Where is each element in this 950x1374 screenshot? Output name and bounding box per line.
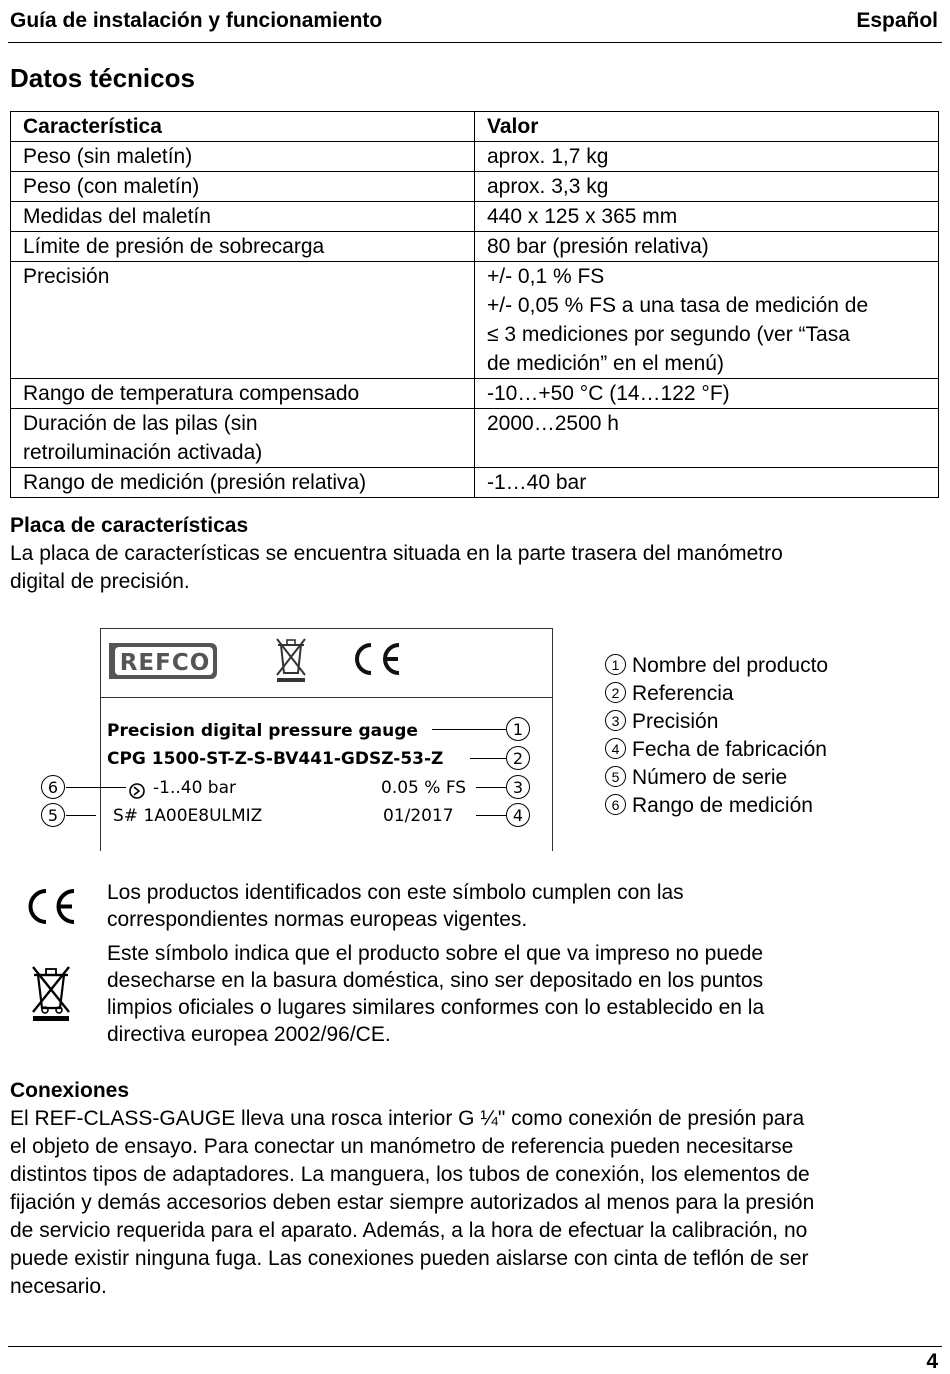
- connections-title: Conexiones: [10, 1079, 130, 1102]
- table-row: [11, 468, 939, 498]
- document-header-title: Guía de instalación y funcionamiento: [10, 9, 383, 32]
- legend-number: 3: [605, 710, 626, 731]
- connections-text-line-6: puede existir ninguna fuga. Las conexiones pueden aislarse con cinta de teflón de ser: [10, 1247, 809, 1270]
- legend-item: [605, 792, 813, 820]
- nameplate-text-line-1: La placa de características se encuentra situada en la parte trasera del manómetro: [10, 542, 783, 565]
- legend-number: 1: [605, 654, 626, 675]
- feature-cell: Límite de presión de sobrecarga: [11, 232, 475, 262]
- table-row: [11, 202, 939, 232]
- feature-cell: Rango de medición (presión relativa): [11, 468, 475, 498]
- weee-bin-icon: [28, 962, 74, 1022]
- legend-item: [605, 764, 787, 792]
- table-row: [11, 172, 939, 202]
- leader-line-1: [432, 729, 506, 730]
- legend-label: Número de serie: [632, 766, 788, 789]
- leader-line-2: [470, 758, 506, 759]
- header-divider: [8, 42, 942, 43]
- connections-text-line-7: necesario.: [10, 1275, 107, 1298]
- column-header-value: Valor: [475, 112, 939, 142]
- technical-data-table: [10, 111, 939, 498]
- legend-number: 2: [605, 682, 626, 703]
- callout-marker-1: 1: [506, 717, 530, 741]
- legend-label: Nombre del producto: [632, 654, 829, 677]
- legend-number: 6: [605, 794, 626, 815]
- value-cell: 440 x 125 x 365 mm: [475, 202, 939, 232]
- plate-range: -1..40 bar: [153, 778, 236, 798]
- ce-mark-icon: [349, 641, 405, 677]
- page-number: 4: [926, 1350, 938, 1373]
- plate-precision: 0.05 % FS: [381, 778, 467, 798]
- callout-marker-5: 5: [41, 803, 65, 827]
- connections-text-line-2: el objeto de ensayo. Para conectar un manómetro de referencia pueden necesitarse: [10, 1135, 794, 1158]
- value-cell: -10…+50 °C (14…122 °F): [475, 379, 939, 409]
- svg-text:REFCO: REFCO: [119, 650, 211, 676]
- weee-text-line-4: directiva europea 2002/96/CE.: [107, 1023, 391, 1046]
- ce-text-line-1: Los productos identificados con este símbolo cumplen con las: [107, 881, 684, 904]
- refco-logo: [109, 639, 219, 683]
- legend-item: [605, 652, 828, 680]
- weee-bin-icon: [273, 635, 309, 683]
- nameplate-title: Placa de características: [10, 514, 249, 537]
- plate-reference: CPG 1500-ST-Z-S-BV441-GDSZ-53-Z: [107, 749, 444, 769]
- plate-product-name: Precision digital pressure gauge: [107, 721, 418, 741]
- feature-cell: Precisión: [11, 262, 475, 379]
- callout-marker-3: 3: [506, 775, 530, 799]
- plate-date: 01/2017: [383, 806, 454, 826]
- value-cell: aprox. 3,3 kg: [475, 172, 939, 202]
- table-row: [11, 142, 939, 172]
- legend-number: 5: [605, 766, 626, 787]
- table-row: [11, 409, 939, 468]
- connections-text-line-1: El REF-CLASS-GAUGE lleva una rosca interior G ¼" como conexión de presión para: [10, 1107, 805, 1130]
- table-header-row: [11, 112, 939, 142]
- value-cell: 2000…2500 h: [475, 409, 939, 468]
- nameplate-text-line-2: digital de precisión.: [10, 570, 190, 593]
- value-cell: -1…40 bar: [475, 468, 939, 498]
- feature-cell: Peso (sin maletín): [11, 142, 475, 172]
- legend-item: [605, 736, 827, 764]
- connections-text-line-4: fijación y demás accesorios deben estar siempre autorizados al menos para la presión: [10, 1191, 815, 1214]
- weee-text-line-1: Este símbolo indica que el producto sobre el que va impreso no puede: [107, 942, 764, 965]
- table-row: [11, 379, 939, 409]
- feature-cell: Rango de temperatura compensado: [11, 379, 475, 409]
- legend-label: Fecha de fabricación: [632, 738, 827, 761]
- nameplate-illustration: [100, 628, 553, 851]
- legend-number: 4: [605, 738, 626, 759]
- leader-line-6: [66, 787, 126, 788]
- column-header-feature: Característica: [11, 112, 475, 142]
- ce-text-line-2: correspondientes normas europeas vigentes.: [107, 908, 528, 931]
- plate-serial: S# 1A00E8ULMIZ: [113, 806, 263, 826]
- legend-item: [605, 680, 734, 708]
- table-row: [11, 232, 939, 262]
- legend-item: [605, 708, 718, 736]
- value-cell: +/- 0,1 % FS +/- 0,05 % FS a una tasa de medición de ≤ 3 mediciones por segundo (ver “Tasa de medición” en el menú): [475, 262, 939, 379]
- callout-marker-2: 2: [506, 746, 530, 770]
- value-cell: 80 bar (presión relativa): [475, 232, 939, 262]
- footer-divider: [8, 1346, 942, 1347]
- value-cell: aprox. 1,7 kg: [475, 142, 939, 172]
- callout-marker-4: 4: [506, 803, 530, 827]
- table-row: [11, 262, 939, 379]
- leader-line-4: [476, 815, 506, 816]
- callout-marker-6: 6: [41, 775, 65, 799]
- weee-text-line-2: desecharse en la basura doméstica, sino ser depositado en los puntos: [107, 969, 764, 992]
- technical-data-title: Datos técnicos: [10, 63, 195, 93]
- legend-label: Rango de medición: [632, 794, 813, 817]
- connections-text-line-5: de servicio requerida para el aparato. Además, a la hora de efectuar la calibración, no: [10, 1219, 808, 1242]
- legend-label: Precisión: [632, 710, 719, 733]
- document-language: Español: [856, 9, 938, 32]
- leader-line-5: [66, 815, 96, 816]
- feature-cell: Duración de las pilas (sin retroiluminación activada): [11, 409, 475, 468]
- weee-text-line-3: limpios oficiales o lugares similares conformes con lo establecido en la: [107, 996, 765, 1019]
- ce-mark-icon: [26, 886, 78, 928]
- range-arrow-icon: [127, 781, 147, 801]
- legend-label: Referencia: [632, 682, 734, 705]
- leader-line-3: [476, 787, 506, 788]
- connections-text-line-3: distintos tipos de adaptadores. La manguera, los tubos de conexión, los elementos de: [10, 1163, 810, 1186]
- feature-cell: Peso (con maletín): [11, 172, 475, 202]
- feature-cell: Medidas del maletín: [11, 202, 475, 232]
- plate-divider: [101, 697, 552, 698]
